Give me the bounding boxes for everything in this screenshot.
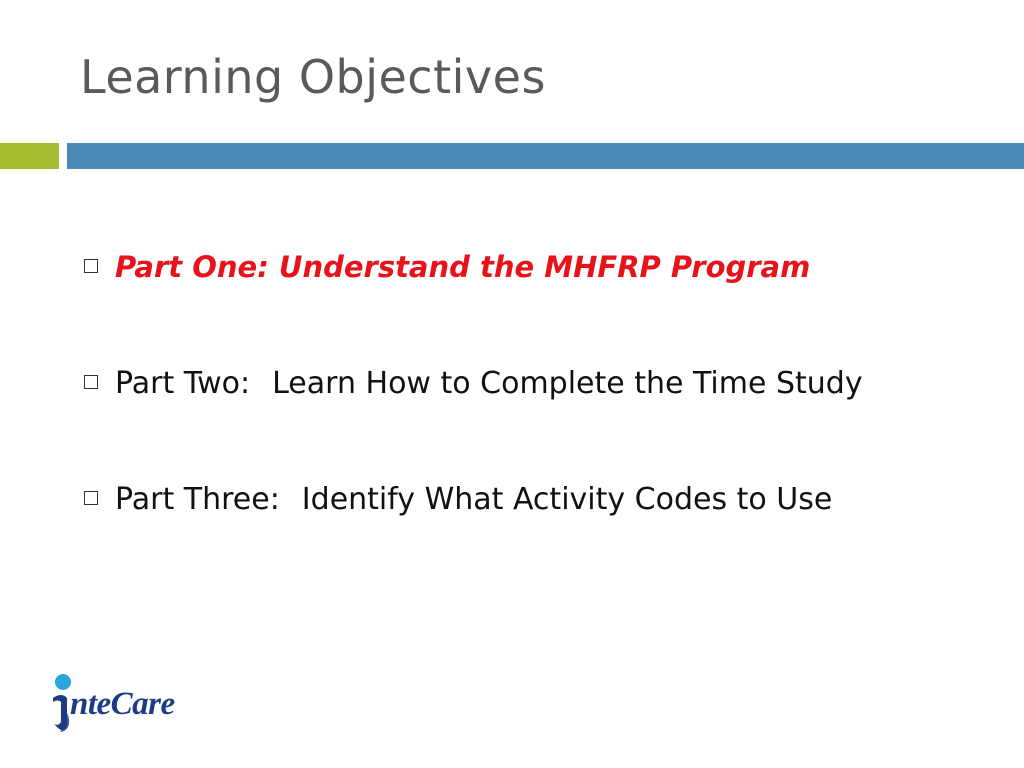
bullet-text: Learn How to Complete the Time Study — [272, 366, 863, 401]
bullet-item-part-three — [84, 482, 832, 517]
bullet-item-part-two — [84, 366, 863, 401]
checkbox-bullet-icon — [84, 259, 98, 273]
intecare-logo — [50, 672, 210, 736]
accent-bar-blue — [67, 143, 1024, 169]
bullet-text: Part One: Understand the MHFRP Program — [115, 250, 811, 284]
checkbox-bullet-icon — [84, 491, 98, 505]
page-title: Learning Objectives — [80, 50, 546, 104]
accent-bar-green — [0, 143, 59, 169]
checkbox-bullet-icon — [84, 375, 98, 389]
bullet-label: Part Two: — [115, 366, 251, 401]
bullet-label: Part Three: — [115, 482, 280, 517]
logo-wordmark: nteCare — [70, 686, 175, 722]
bullet-text: Identify What Activity Codes to Use — [301, 482, 833, 517]
bullet-item-part-one — [84, 250, 810, 285]
